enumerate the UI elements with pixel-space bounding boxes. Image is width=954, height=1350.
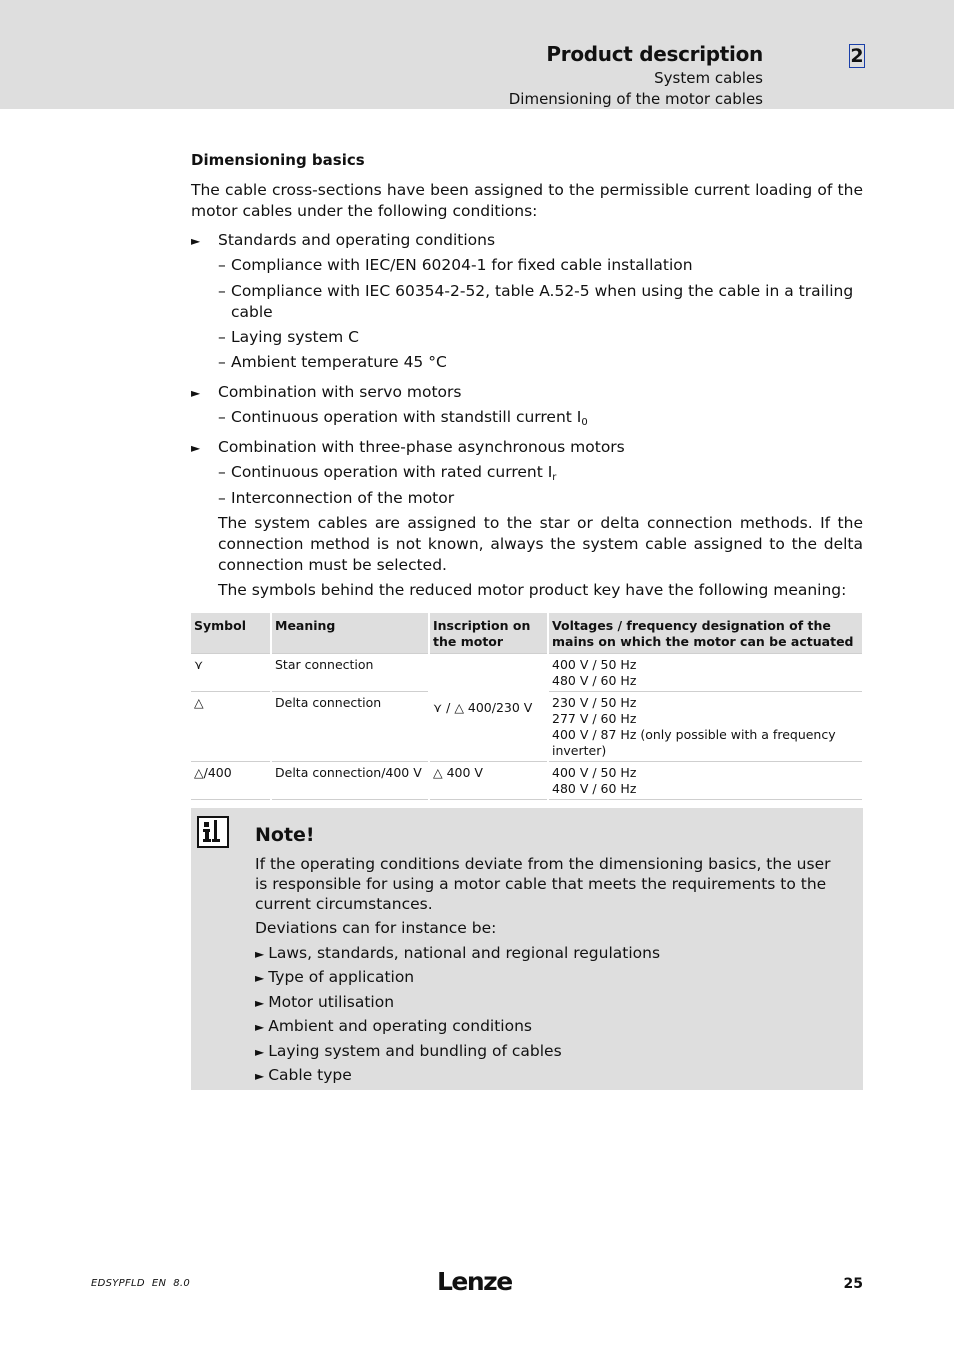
intro-paragraph: The cable cross-sections have been assigned to the permissible current loading of the motor cables under the following conditions:: [191, 181, 863, 220]
star-symbol: ⋎: [191, 654, 271, 692]
dash-item: – Ambient temperature 45 °C: [218, 353, 447, 371]
table-row: [191, 762, 863, 800]
symbol-table: [191, 613, 864, 800]
svg-text:Lenze: Lenze: [437, 1267, 512, 1296]
note-list-item: ► Motor utilisation: [255, 993, 395, 1011]
dash-item: – Continuous operation with rated current $I_r$: [218, 463, 557, 483]
note-title: Note!: [255, 824, 315, 846]
table-header-cell: Voltages / frequency designation of the mains on which the motor can be actuated: [548, 613, 863, 654]
table-row: [191, 654, 863, 692]
page-header: [0, 0, 954, 109]
delta-symbol: △: [191, 692, 271, 762]
section-heading: Dimensioning basics: [191, 151, 365, 169]
table-cell: Delta connection/400 V: [271, 762, 429, 800]
table-cell: 400 V / 50 Hz 480 V / 60 Hz: [548, 762, 863, 800]
delta-400-symbol: △/400: [191, 762, 271, 800]
note-list-item: ► Laying system and bundling of cables: [255, 1042, 562, 1060]
triangle-bullet-icon: ►: [191, 234, 201, 248]
lenze-logo: [437, 1266, 515, 1300]
page-number: 25: [843, 1276, 863, 1292]
note-list-item: ► Laws, standards, national and regional regulations: [255, 944, 661, 962]
triangle-bullet-icon: ►: [191, 441, 201, 455]
note-box: [191, 808, 863, 1090]
footer-doc-id: EDSYPFLD EN 8.0: [91, 1278, 191, 1289]
note-text: If the operating conditions deviate from the dimensioning basics, the user is responsible for using a motor cable that meets the requirements to the current circumstances.: [255, 855, 831, 913]
header-subtitle-system-cables: System cables: [654, 69, 763, 87]
dash-item: – Laying system C: [218, 328, 359, 346]
table-header-row: [191, 613, 863, 654]
table-cell: 230 V / 50 Hz 277 V / 60 Hz 400 V / 87 Hz (only possible with a frequency inverter): [548, 692, 863, 762]
table-cell: 400 V / 50 Hz 480 V / 60 Hz: [548, 654, 863, 692]
shared-inscription-cell: ⋎ / △ 400/230 V: [429, 654, 548, 762]
note-list-item: ► Cable type: [255, 1066, 352, 1084]
note-deviations-intro: Deviations can for instance be:: [255, 919, 497, 937]
note-list-item: ► Type of application: [255, 968, 415, 986]
symbols-paragraph: The symbols behind the reduced motor product key have the following meaning:: [218, 581, 847, 599]
table-cell: △ 400 V: [429, 762, 548, 800]
dash-item: – Interconnection of the motor: [218, 489, 455, 507]
info-icon: [197, 816, 229, 848]
dash-item: – Compliance with IEC 60354-2-52, table A.52-5 when using the cable in a trailing cable: [218, 282, 854, 321]
dash-item: – Continuous operation with standstill current $I_0$: [218, 408, 588, 428]
note-list-item: ► Ambient and operating conditions: [255, 1017, 532, 1035]
star-delta-paragraph: The system cables are assigned to the star or delta connection methods. If the connection method is not known, always the system cable assigned to the delta connection must be selected.: [218, 514, 863, 574]
table-cell: Star connection: [271, 654, 429, 692]
chapter-number-link[interactable]: 2: [850, 45, 864, 67]
table-cell: Delta connection: [271, 692, 429, 762]
triangle-bullet-icon: ►: [191, 386, 201, 400]
table-header-cell: Symbol: [191, 613, 271, 654]
table-header-cell: Meaning: [271, 613, 429, 654]
header-subtitle-dimensioning: Dimensioning of the motor cables: [508, 90, 763, 108]
dash-item: – Compliance with IEC/EN 60204-1 for fixed cable installation: [218, 256, 693, 274]
table-header-cell: Inscription on the motor: [429, 613, 548, 654]
header-title: Product description: [546, 42, 763, 66]
